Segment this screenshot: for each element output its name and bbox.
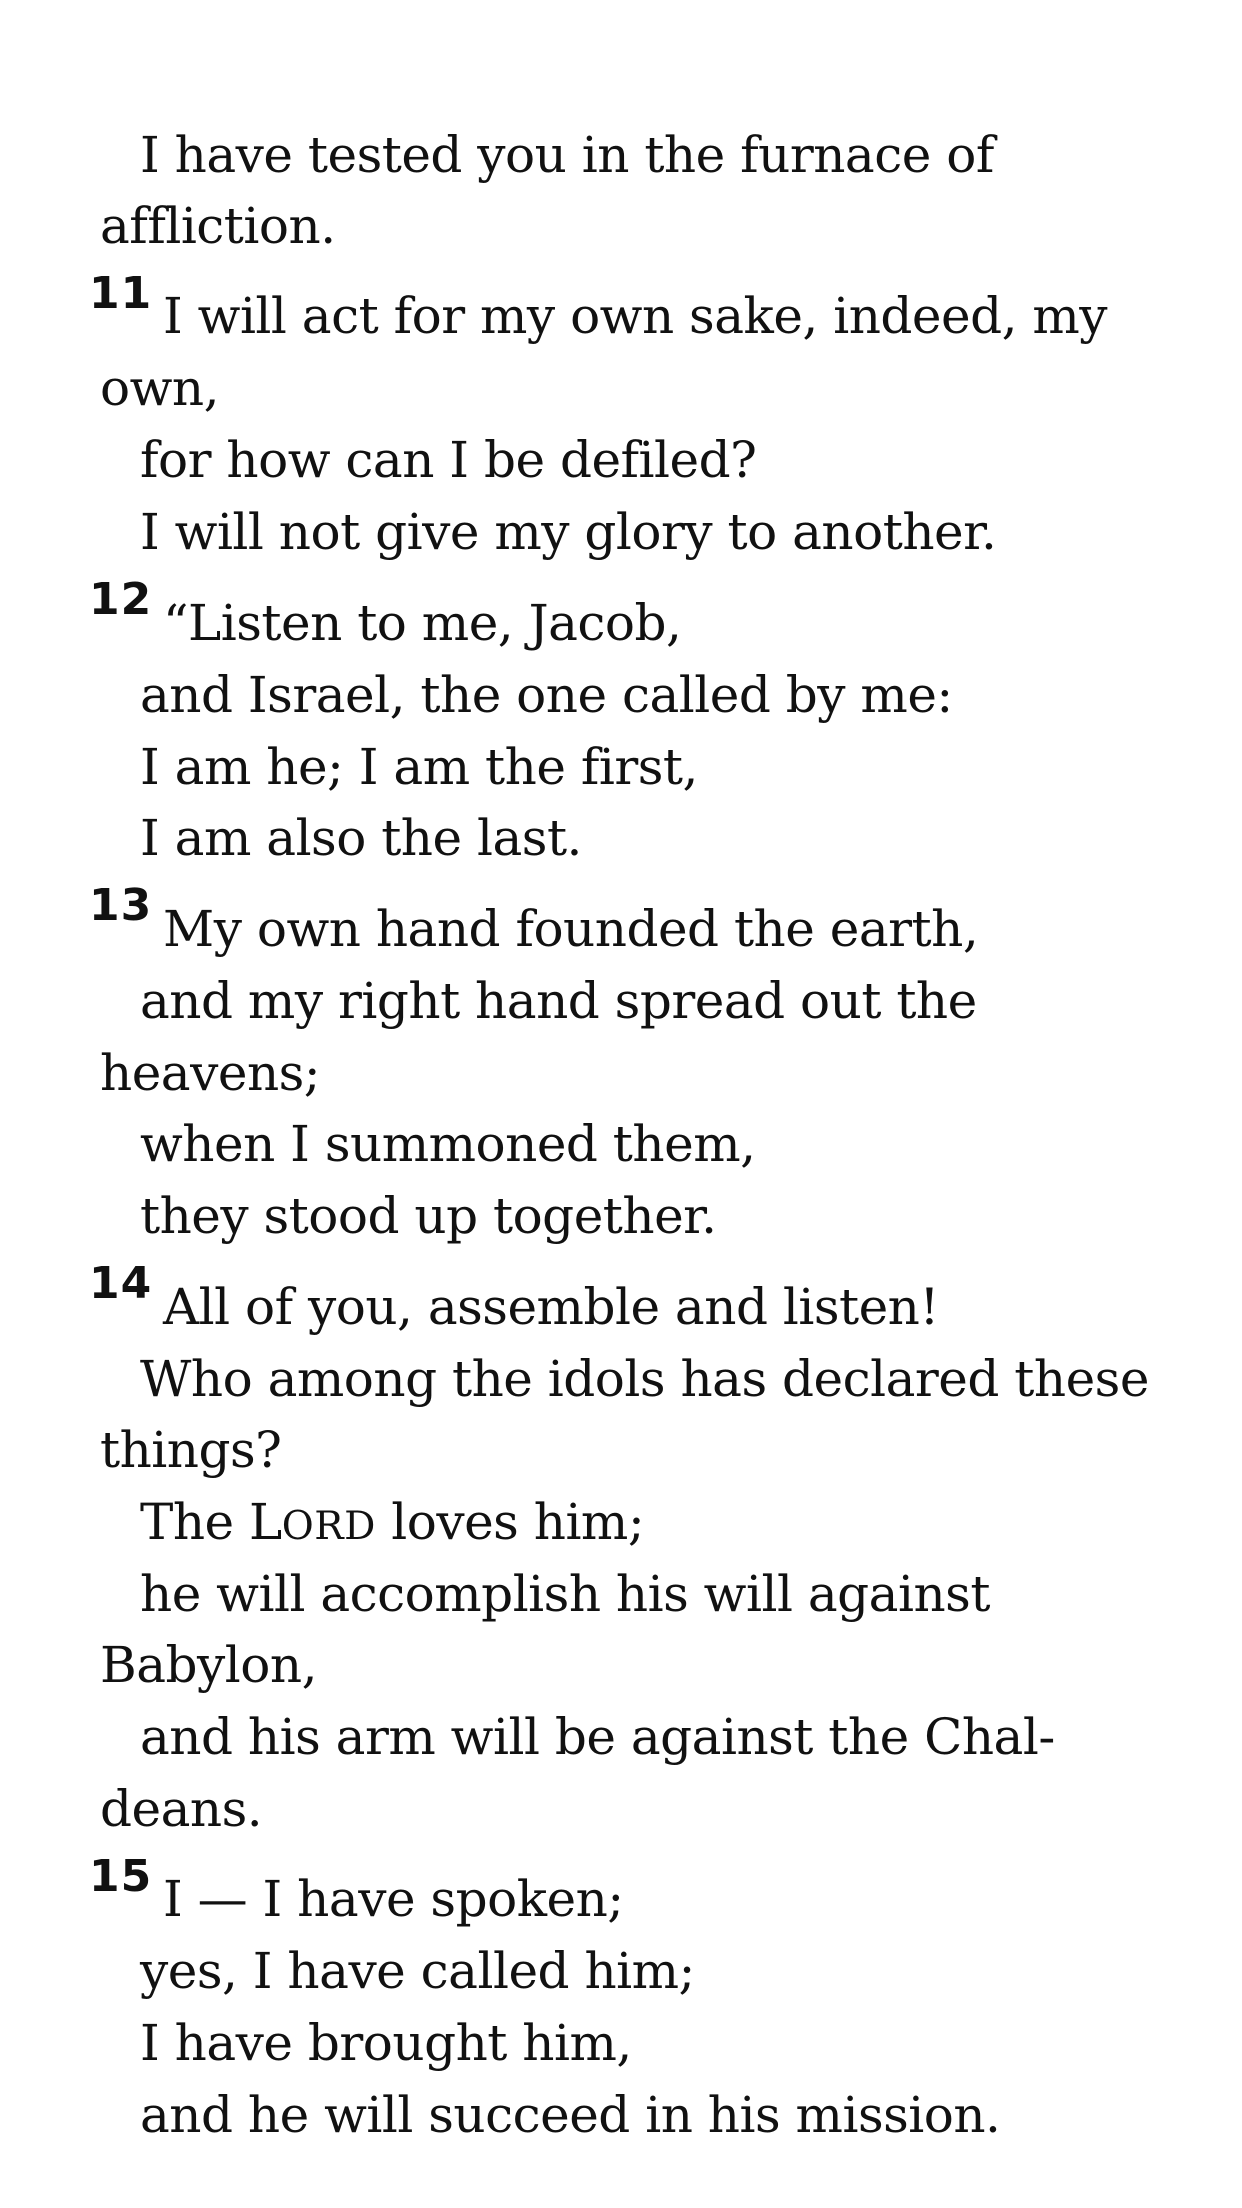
text-line: I will not give my glory to another. (140, 503, 997, 561)
text-line: affliction. (100, 197, 336, 255)
text-line: Who among the idols has declared these (140, 1350, 1149, 1408)
text-segment: The (140, 1493, 250, 1551)
verse-number: 15 (89, 1851, 153, 1902)
text-line: heavens; (100, 1044, 321, 1102)
text-line: he will accomplish his will against (140, 1565, 990, 1623)
text-line: “Listen to me, Jacob, (163, 594, 682, 652)
text-line: Babylon, (100, 1636, 317, 1694)
text-segment: loves him; (375, 1493, 645, 1551)
text-line: and my right hand spread out the (140, 972, 977, 1030)
text-line: deans. (100, 1780, 263, 1838)
verse-number: 12 (89, 574, 153, 625)
text-line: when I summoned them, (140, 1115, 756, 1173)
text-line: things? (100, 1421, 282, 1479)
text-line: and his arm will be against the Chal- (140, 1708, 1055, 1766)
divine-name-small-caps: ORD (281, 1504, 376, 1549)
text-line: for how can I be defiled? (140, 431, 757, 489)
verse-number: 13 (89, 880, 153, 931)
text-line: My own hand founded the earth, (163, 900, 979, 958)
text-line: they stood up together. (140, 1187, 717, 1245)
text-line: I — I have spoken; (163, 1870, 624, 1928)
verse-number: 11 (89, 268, 153, 319)
verse-number: 14 (89, 1258, 153, 1309)
text-line: All of you, assemble and listen! (163, 1278, 939, 1336)
text-line: and Israel, the one called by me: (140, 666, 953, 724)
text-line: own, (100, 359, 219, 417)
divine-name-initial: L (249, 1493, 282, 1551)
text-line: I am also the last. (140, 809, 582, 867)
text-line: I will act for my own sake, indeed, my (163, 287, 1108, 345)
text-line: and he will succeed in his mission. (140, 2086, 1001, 2144)
text-line (140, 1492, 644, 1557)
text-line: I have brought him, (140, 2014, 632, 2072)
text-line: I have tested you in the furnace of (140, 126, 994, 184)
text-line: I am he; I am the first, (140, 738, 698, 796)
text-line: yes, I have called him; (140, 1942, 695, 2000)
